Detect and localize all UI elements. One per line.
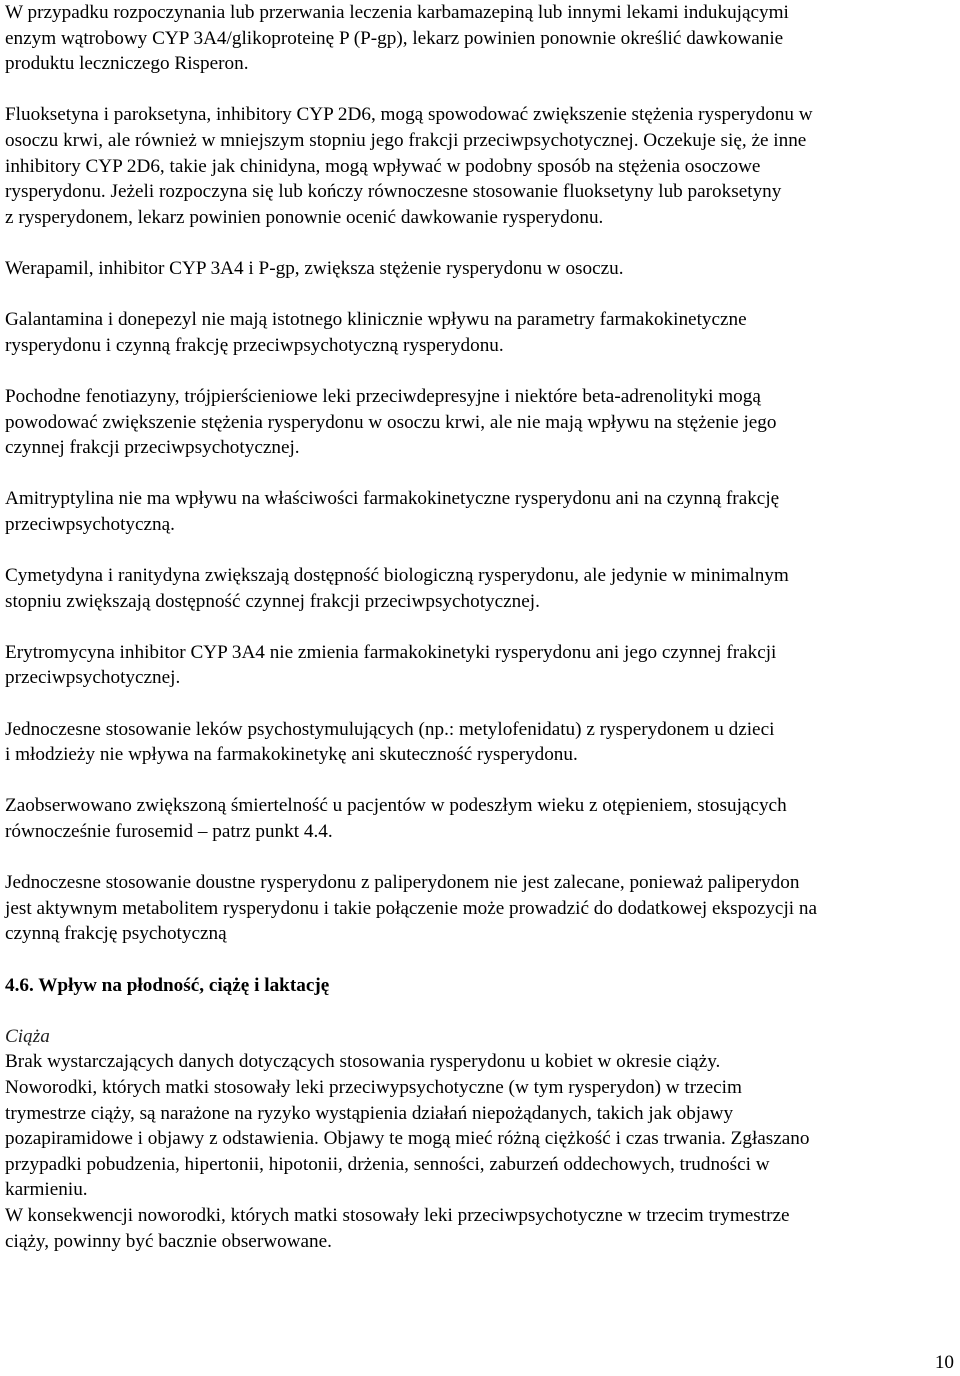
page-number: 10 bbox=[934, 1352, 954, 1373]
paragraph-fluoxetine: Fluoksetyna i paroksetyna, inhibitory CYP 2D6, mogą spowodować zwiększenie stężenia rysperydonu w osoczu krwi, ale również w mniejszym stopniu jego frakcji przeciwpsychotycznej. Oczekuje się, że inne inhibitory CYP 2D6, takie jak chinidyna, mogą wpływać w podobny sposób na stężenia osoczowe rysperydonu. Jeżeli rozpoczyna się lub kończy równoczesne stosowanie fluoksetyny lub paroksetyny z rysperydonem, lekarz powinien ponownie ocenić dawkowanie rysperydonu. bbox=[5, 104, 813, 228]
paragraph-amitriptyline: Amitryptylina nie ma wpływu na właściwości farmakokinetyczne rysperydonu ani na czynną frakcję przeciwpsychotyczną. bbox=[5, 488, 780, 535]
paragraph-paliperidone: Jednoczesne stosowanie doustne rysperydonu z paliperydonem nie jest zalecane, ponieważ paliperydon jest aktywnym metabolitem rysperydonu i takie połączenie może prowadzić do dodatkowej ekspozycji na czynną frakcję psychotyczną bbox=[5, 872, 818, 945]
paragraph-carbamazepine: W przypadku rozpoczynania lub przerwania leczenia karbamazepiną lub innymi lekami indukującymi enzym wątrobowy CYP 3A4/glikoproteinę P (P-gp), lekarz powinien ponownie określić dawkowanie produktu leczniczego Risperon. bbox=[5, 2, 789, 75]
paragraph-galantamine: Galantamina i donepezyl nie mają istotnego klinicznie wpływu na parametry farmakokinetyczne rysperydonu i czynną frakcję przeciwpsychotyczną rysperydonu. bbox=[5, 309, 747, 356]
subsection-label: Ciąża bbox=[5, 1025, 50, 1047]
paragraph-furosemide: Zaobserwowano zwiększoną śmiertelność u pacjentów w podeszłym wieku z otępieniem, stosujących równocześnie furosemid – patrz punkt 4.4. bbox=[5, 795, 787, 842]
paragraph-phenothiazines: Pochodne fenotiazyny, trójpierścieniowe leki przeciwdepresyjne i niektóre beta-adrenolityki mogą powodować zwiększenie stężenia rysperydonu w osoczu krwi, ale nie mają wpływu na stężenie jego czynnej frakcji przeciwpsychotycznej. bbox=[5, 385, 777, 459]
section-heading: 4.6. Wpływ na płodność, ciążę i laktację bbox=[5, 974, 330, 996]
paragraph-psychostimulants: Jednoczesne stosowanie leków psychostymulujących (np.: metylofenidatu) z rysperydonem u dzieci i młodzieży nie wpływa na farmakokinetykę ani skuteczność rysperydonu. bbox=[5, 718, 775, 766]
paragraph-pregnancy: Brak wystarczających danych dotyczących stosowania rysperydonu u kobiet w okresie ciąży. Noworodki, których matki stosowały leki przeciwypsychotyczne (w tym rysperydon) w trzecim trymestrze ciąży, są narażone na ryzyko wystąpienia działań niepożądanych, takich jak objawy pozapiramidowe i objawy z odstawienia. Objawy te mogą mieć różną ciężkość i czas trwania. Zgłaszano przypadki pobudzenia, hipertonii, hipotonii, drżenia, senności, zaburzeń oddechowych, trudności w karmieniu. W konsekwencji noworodki, których matki stosowały leki przeciwpsychotyczne w trzecim trymestrze ciąży, powinny być bacznie obserwowane. bbox=[5, 1051, 810, 1252]
paragraph-cimetidine: Cymetydyna i ranitydyna zwiększają dostępność biologiczną rysperydonu, ale jedynie w minimalnym stopniu zwiększają dostępność czynnej frakcji przeciwpsychotycznej. bbox=[5, 565, 789, 612]
paragraph-verapamil: Werapamil, inhibitor CYP 3A4 i P-gp, zwiększa stężenie rysperydonu w osoczu. bbox=[5, 257, 624, 279]
paragraph-erythromycin: Erytromycyna inhibitor CYP 3A4 nie zmienia farmakokinetyki rysperydonu ani jego czynnej frakcji przeciwpsychotycznej. bbox=[5, 641, 777, 689]
document-page bbox=[5, 0, 953, 1254]
